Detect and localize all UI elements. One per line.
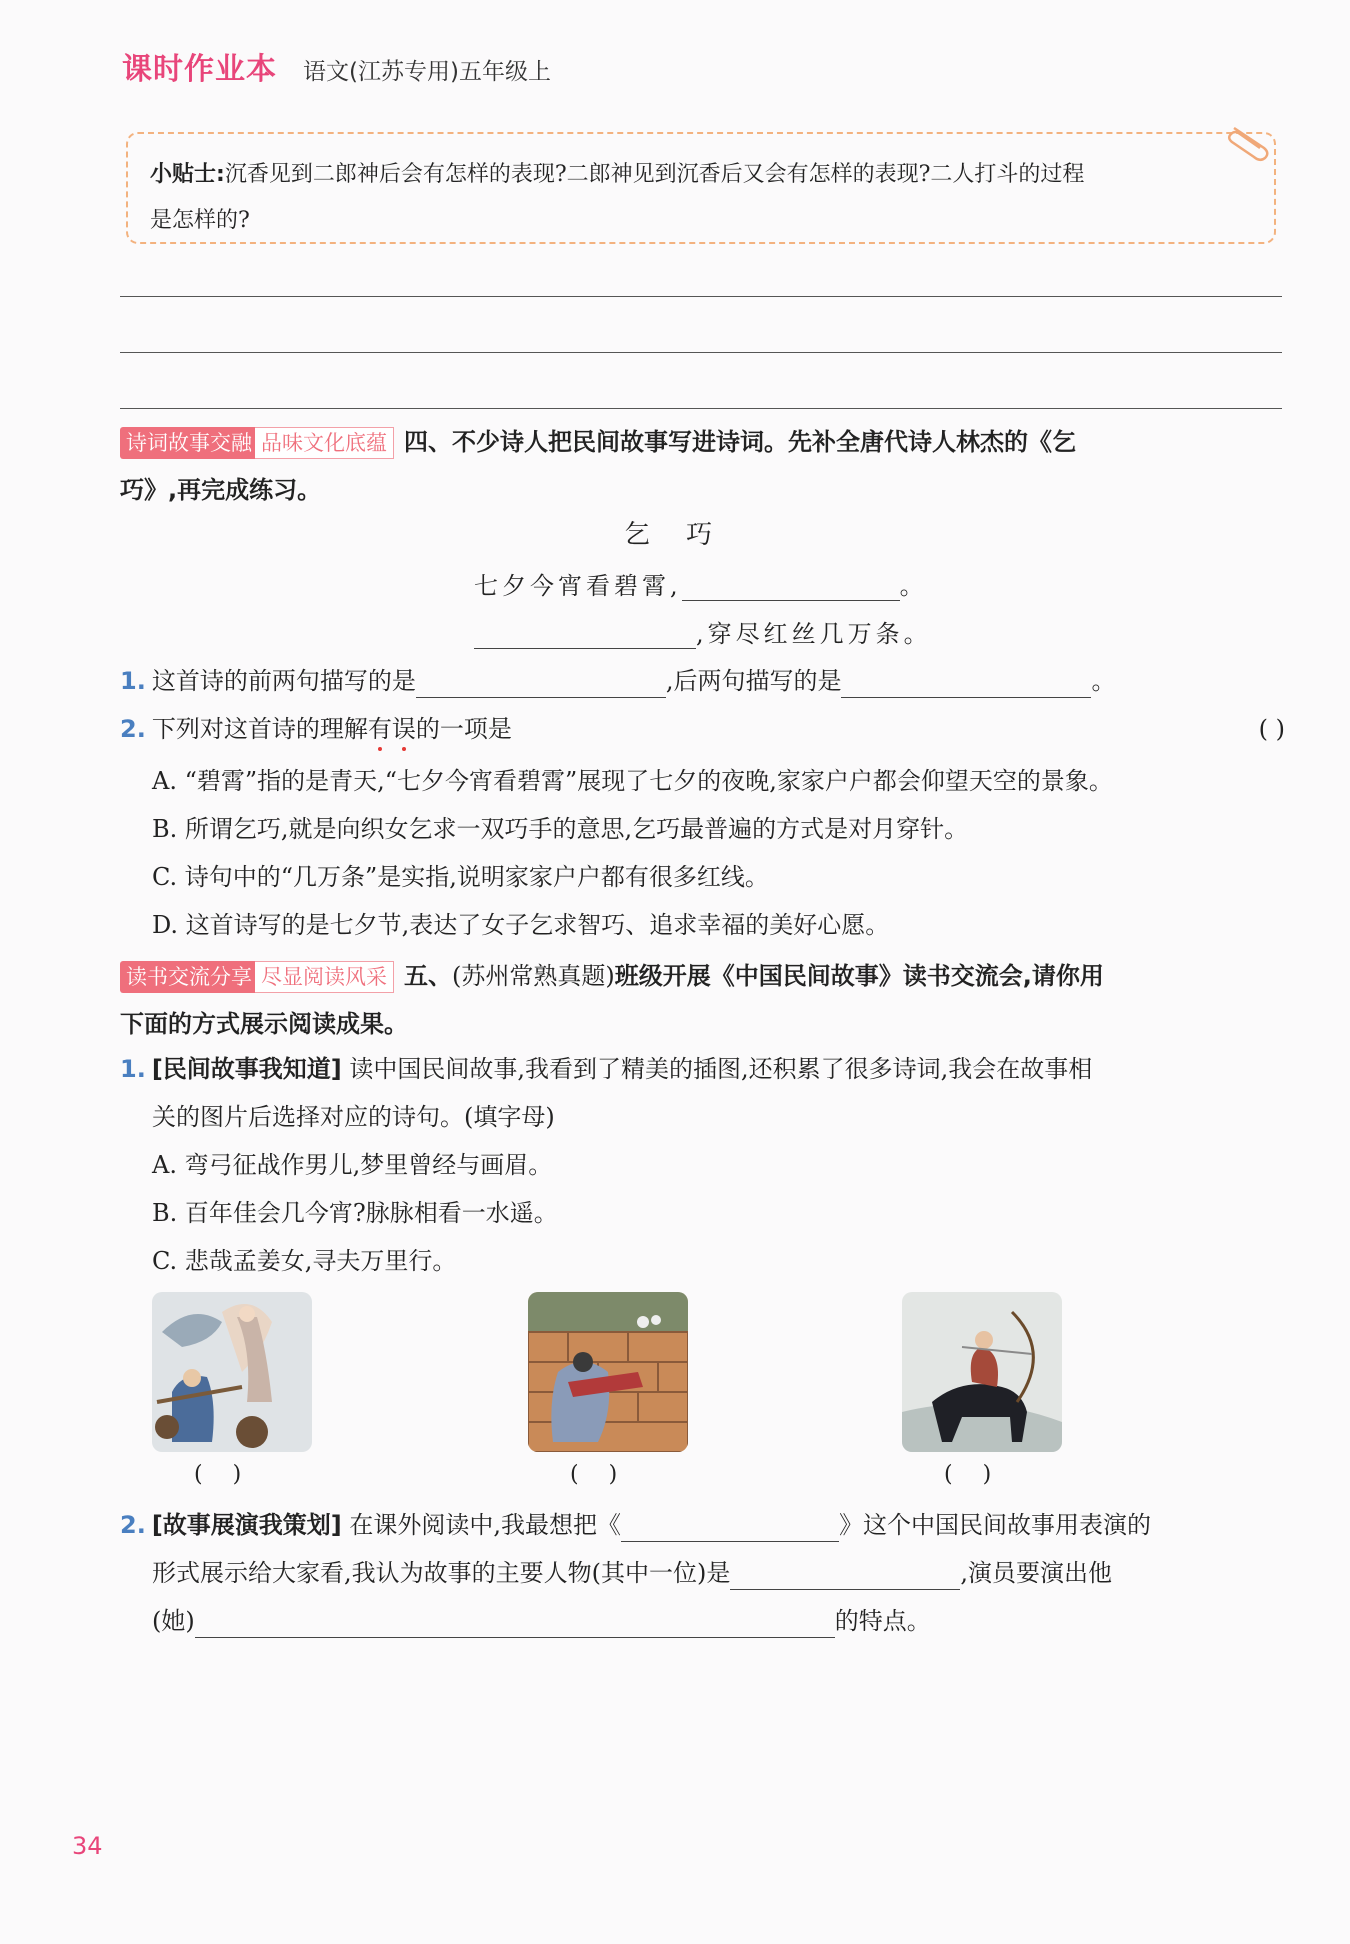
s5-q2-blank-story[interactable] [621,1513,839,1542]
s5-q2-blank-character[interactable] [730,1561,960,1590]
picture-2-answer-paren[interactable]: () [570,1462,648,1487]
s5-q2-label: [故事展演我策划] [151,1511,342,1539]
poem-line1 [474,566,928,601]
emphasis-char-2: 误 [391,715,416,743]
s5-q1-option-a: A. 弯弓征战作男儿,梦里曾经与画眉。 [152,1151,553,1179]
poem-blank-1[interactable] [682,572,900,601]
section5-source: (苏州常熟真题) [452,962,615,990]
s5-question-2-line3 [120,1604,1285,1638]
section5-heading-prefix: 五、 [404,962,452,990]
section4-heading-line2: 巧》,再完成练习。 [120,476,322,504]
illustration-hua-mulan [902,1292,1062,1452]
poem-line1-prefix: 七夕今宵看碧霄, [474,572,682,600]
s5-q2-text-f: 的特点。 [834,1607,931,1635]
s5-q1-option-c: C. 悲哉孟姜女,寻夫万里行。 [152,1247,457,1275]
section4-tag: 诗词故事交融 [120,427,258,459]
paperclip-icon [1226,122,1272,162]
s4-question-1 [120,664,1285,698]
s5-q2-blank-traits[interactable] [195,1609,835,1638]
page-number: 34 [72,1832,103,1860]
s5-q1-text-line1: 读中国民间故事,我看到了精美的插图,还积累了很多诗词,我会在故事相 [349,1055,1093,1083]
section5-tag: 读书交流分享 [120,961,258,993]
illustration-meng-jiangnu [528,1292,688,1452]
s5-q2-text-d: ,演员要演出他 [960,1559,1112,1587]
s4-q2-option-a: A. “碧霄”指的是青天,“七夕今宵看碧霄”展现了七夕的夜晚,家家户户都会仰望天空的景象。 [152,767,1113,795]
section5-heading [120,952,1285,1048]
picture-3-answer-paren[interactable]: () [944,1462,1022,1487]
s4-q1-number: 1. [120,667,146,695]
subject-title: 语文(江苏专用)五年级上 [303,59,551,85]
s4-q1-text-a: 这首诗的前两句描写的是 [151,667,416,695]
tip-line2: 是怎样的? [150,208,250,233]
emphasis-char-1: 有 [367,715,392,743]
tip-label: 小贴士: [150,162,225,187]
s4-q2-option-c: C. 诗句中的“几万条”是实指,说明家家户户都有很多红线。 [152,863,769,891]
s5-question-1 [120,1052,1285,1134]
answer-line-2[interactable] [120,352,1282,353]
s5-q1-option-b: B. 百年佳会几今宵?脉脉相看一水遥。 [152,1199,558,1227]
s5-q1-text-line2: 关的图片后选择对应的诗句。(填字母) [152,1103,555,1131]
poem-line2-suffix: ,穿尽红丝几万条。 [696,620,932,648]
poem-blank-2[interactable] [474,620,696,649]
s5-q1-number: 1. [120,1055,146,1083]
poem-title: 乞 巧 [623,520,727,550]
s5-q2-text-c: 形式展示给大家看,我认为故事的主要人物(其中一位)是 [152,1559,731,1587]
section5-subtag: 尽显阅读风采 [255,961,394,993]
s5-question-2-line2 [120,1556,1285,1590]
s4-q1-blank-1[interactable] [416,669,666,698]
picture-1-answer-paren[interactable]: () [194,1462,272,1487]
s4-question-2 [120,712,1285,746]
s5-q2-number: 2. [120,1511,146,1539]
s4-q1-text-c: 。 [1091,667,1116,695]
answer-line-1[interactable] [120,296,1282,297]
s4-q2-answer-paren[interactable]: ( ) [1258,715,1285,743]
section4-heading [120,418,1285,514]
s4-q2-option-b: B. 所谓乞巧,就是向织女乞求一双巧手的意思,乞巧最普遍的方式是对月穿针。 [152,815,969,843]
section4-subtag: 品味文化底蕴 [255,427,394,459]
poem-line1-suffix: 。 [899,572,928,600]
s5-q2-text-e: (她) [152,1607,195,1635]
s4-q2-text-a: 下列对这首诗的理解 [151,715,368,743]
s5-q1-label: [民间故事我知道] [151,1055,342,1083]
section5-heading-line2: 下面的方式展示阅读成果。 [120,1010,408,1038]
s5-q2-text-b: 》这个中国民间故事用表演的 [839,1511,1152,1539]
section4-heading-line1: 四、不少诗人把民间故事写进诗词。先补全唐代诗人林杰的《乞 [404,428,1076,456]
s4-q2-text-b: 的一项是 [415,715,512,743]
answer-line-3[interactable] [120,408,1282,409]
s4-q2-number: 2. [120,715,146,743]
s4-q1-blank-2[interactable] [841,669,1091,698]
illustration-cowherd-weaver [152,1292,312,1452]
section5-heading-line1: 班级开展《中国民间故事》读书交流会,请你用 [614,962,1104,990]
page-header [122,44,551,92]
s5-question-2 [120,1508,1285,1542]
tip-box [126,132,1276,244]
tip-line1: 沉香见到二郎神后会有怎样的表现?二郎神见到沉香后又会有怎样的表现?二人打斗的过程 [224,162,1085,187]
brand-title: 课时作业本 [122,52,277,87]
s5-q2-text-a: 在课外阅读中,我最想把《 [349,1511,622,1539]
s4-q2-option-d: D. 这首诗写的是七夕节,表达了女子乞求智巧、追求幸福的美好心愿。 [152,911,890,939]
poem-line2 [474,614,932,649]
s4-q1-text-b: ,后两句描写的是 [665,667,842,695]
